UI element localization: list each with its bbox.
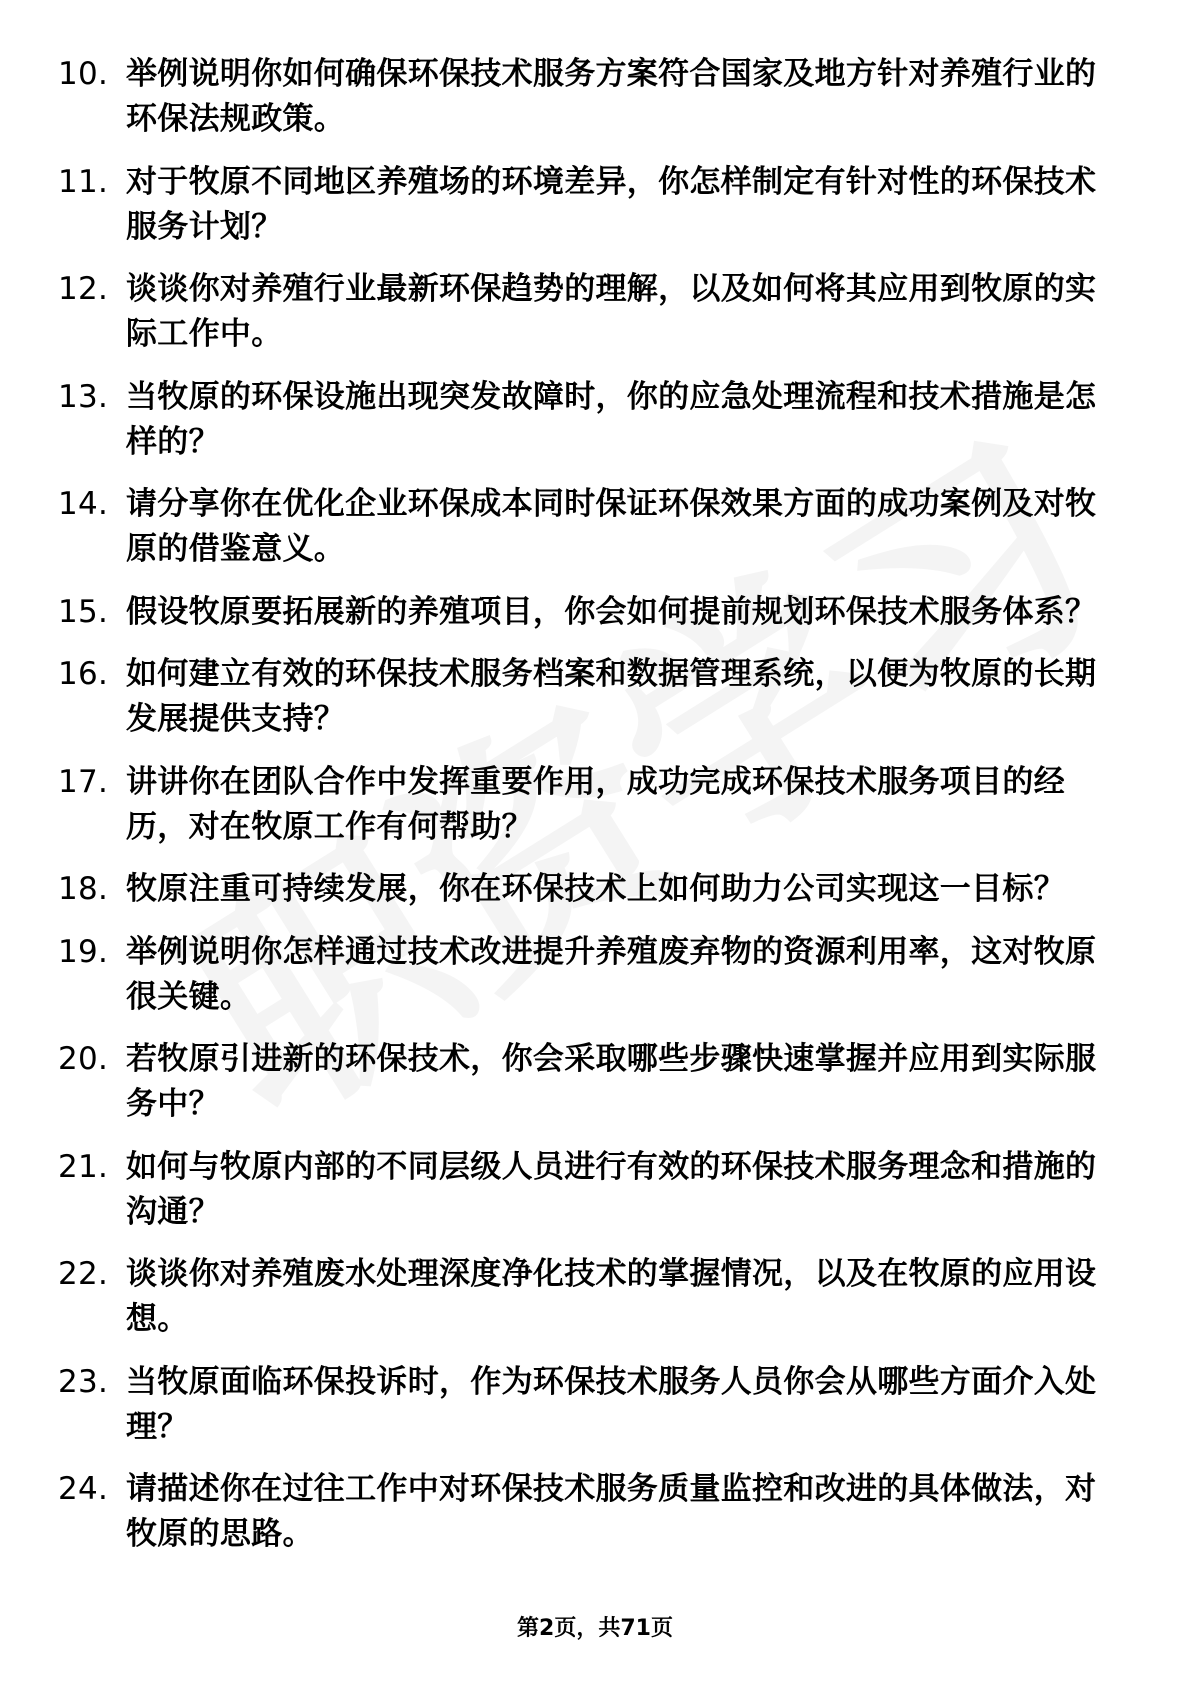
question-text: 对于牧原不同地区养殖场的环境差异，你怎样制定有针对性的环保技术服务计划？ xyxy=(126,163,1097,245)
list-item xyxy=(58,267,1118,357)
list-item xyxy=(58,482,1118,572)
question-number: 19. xyxy=(58,933,109,970)
question-text: 谈谈你对养殖废水处理深度净化技术的掌握情况，以及在牧原的应用设想。 xyxy=(126,1256,1097,1337)
question-text: 讲讲你在团队合作中发挥重要作用，成功完成环保技术服务项目的经历，对在牧原工作有何帮助？ xyxy=(126,763,1065,845)
question-number: 16. xyxy=(58,656,109,692)
question-number: 11. xyxy=(58,163,109,200)
question-text: 牧原注重可持续发展，你在环保技术上如何助力公司实现这一目标？ xyxy=(126,871,1065,907)
question-number: 17. xyxy=(58,763,109,800)
list-item xyxy=(58,867,1118,912)
question-text: 假设牧原要拓展新的养殖项目，你会如何提前规划环保技术服务体系？ xyxy=(126,593,1097,630)
question-number: 15. xyxy=(58,593,109,630)
question-text: 谈谈你对养殖行业最新环保趋势的理解，以及如何将其应用到牧原的实际工作中。 xyxy=(126,271,1097,352)
question-number: 24. xyxy=(58,1471,109,1507)
question-text: 举例说明你如何确保环保技术服务方案符合国家及地方针对养殖行业的环保法规政策。 xyxy=(126,56,1097,137)
list-item xyxy=(58,590,1118,635)
question-list xyxy=(58,52,1118,1575)
question-text: 当牧原面临环保投诉时，作为环保技术服务人员你会从哪些方面介入处理？ xyxy=(126,1363,1097,1445)
list-item xyxy=(58,160,1118,250)
question-text: 如何建立有效的环保技术服务档案和数据管理系统，以便为牧原的长期发展提供支持？ xyxy=(126,656,1097,737)
question-text: 请分享你在优化企业环保成本同时保证环保效果方面的成功案例及对牧原的借鉴意义。 xyxy=(126,486,1097,567)
question-number: 23. xyxy=(58,1363,109,1400)
list-item xyxy=(58,1360,1118,1450)
list-item xyxy=(58,375,1118,465)
question-text: 举例说明你怎样通过技术改进提升养殖废弃物的资源利用率，这对牧原很关键。 xyxy=(126,933,1097,1015)
question-number: 22. xyxy=(58,1256,109,1292)
list-item xyxy=(58,1145,1118,1235)
list-item xyxy=(58,760,1118,850)
question-text: 请描述你在过往工作中对环保技术服务质量监控和改进的具体做法，对牧原的思路。 xyxy=(126,1471,1097,1552)
question-number: 13. xyxy=(58,378,109,415)
list-item xyxy=(58,930,1118,1020)
list-item xyxy=(58,1037,1118,1127)
question-number: 10. xyxy=(58,56,109,92)
question-number: 14. xyxy=(58,486,109,522)
question-text: 当牧原的环保设施出现突发故障时，你的应急处理流程和技术措施是怎样的？ xyxy=(126,378,1097,460)
list-item xyxy=(58,1467,1118,1557)
question-number: 21. xyxy=(58,1148,109,1185)
list-item xyxy=(58,652,1118,742)
page-footer: 第2页，共71页 xyxy=(517,1616,673,1641)
list-item xyxy=(58,52,1118,142)
question-text: 如何与牧原内部的不同层级人员进行有效的环保技术服务理念和措施的沟通？ xyxy=(126,1148,1097,1230)
question-text: 若牧原引进新的环保技术，你会采取哪些步骤快速掌握并应用到实际服务中？ xyxy=(126,1041,1097,1122)
question-number: 18. xyxy=(58,871,109,907)
question-number: 12. xyxy=(58,271,109,307)
list-item xyxy=(58,1252,1118,1342)
question-number: 20. xyxy=(58,1041,109,1077)
